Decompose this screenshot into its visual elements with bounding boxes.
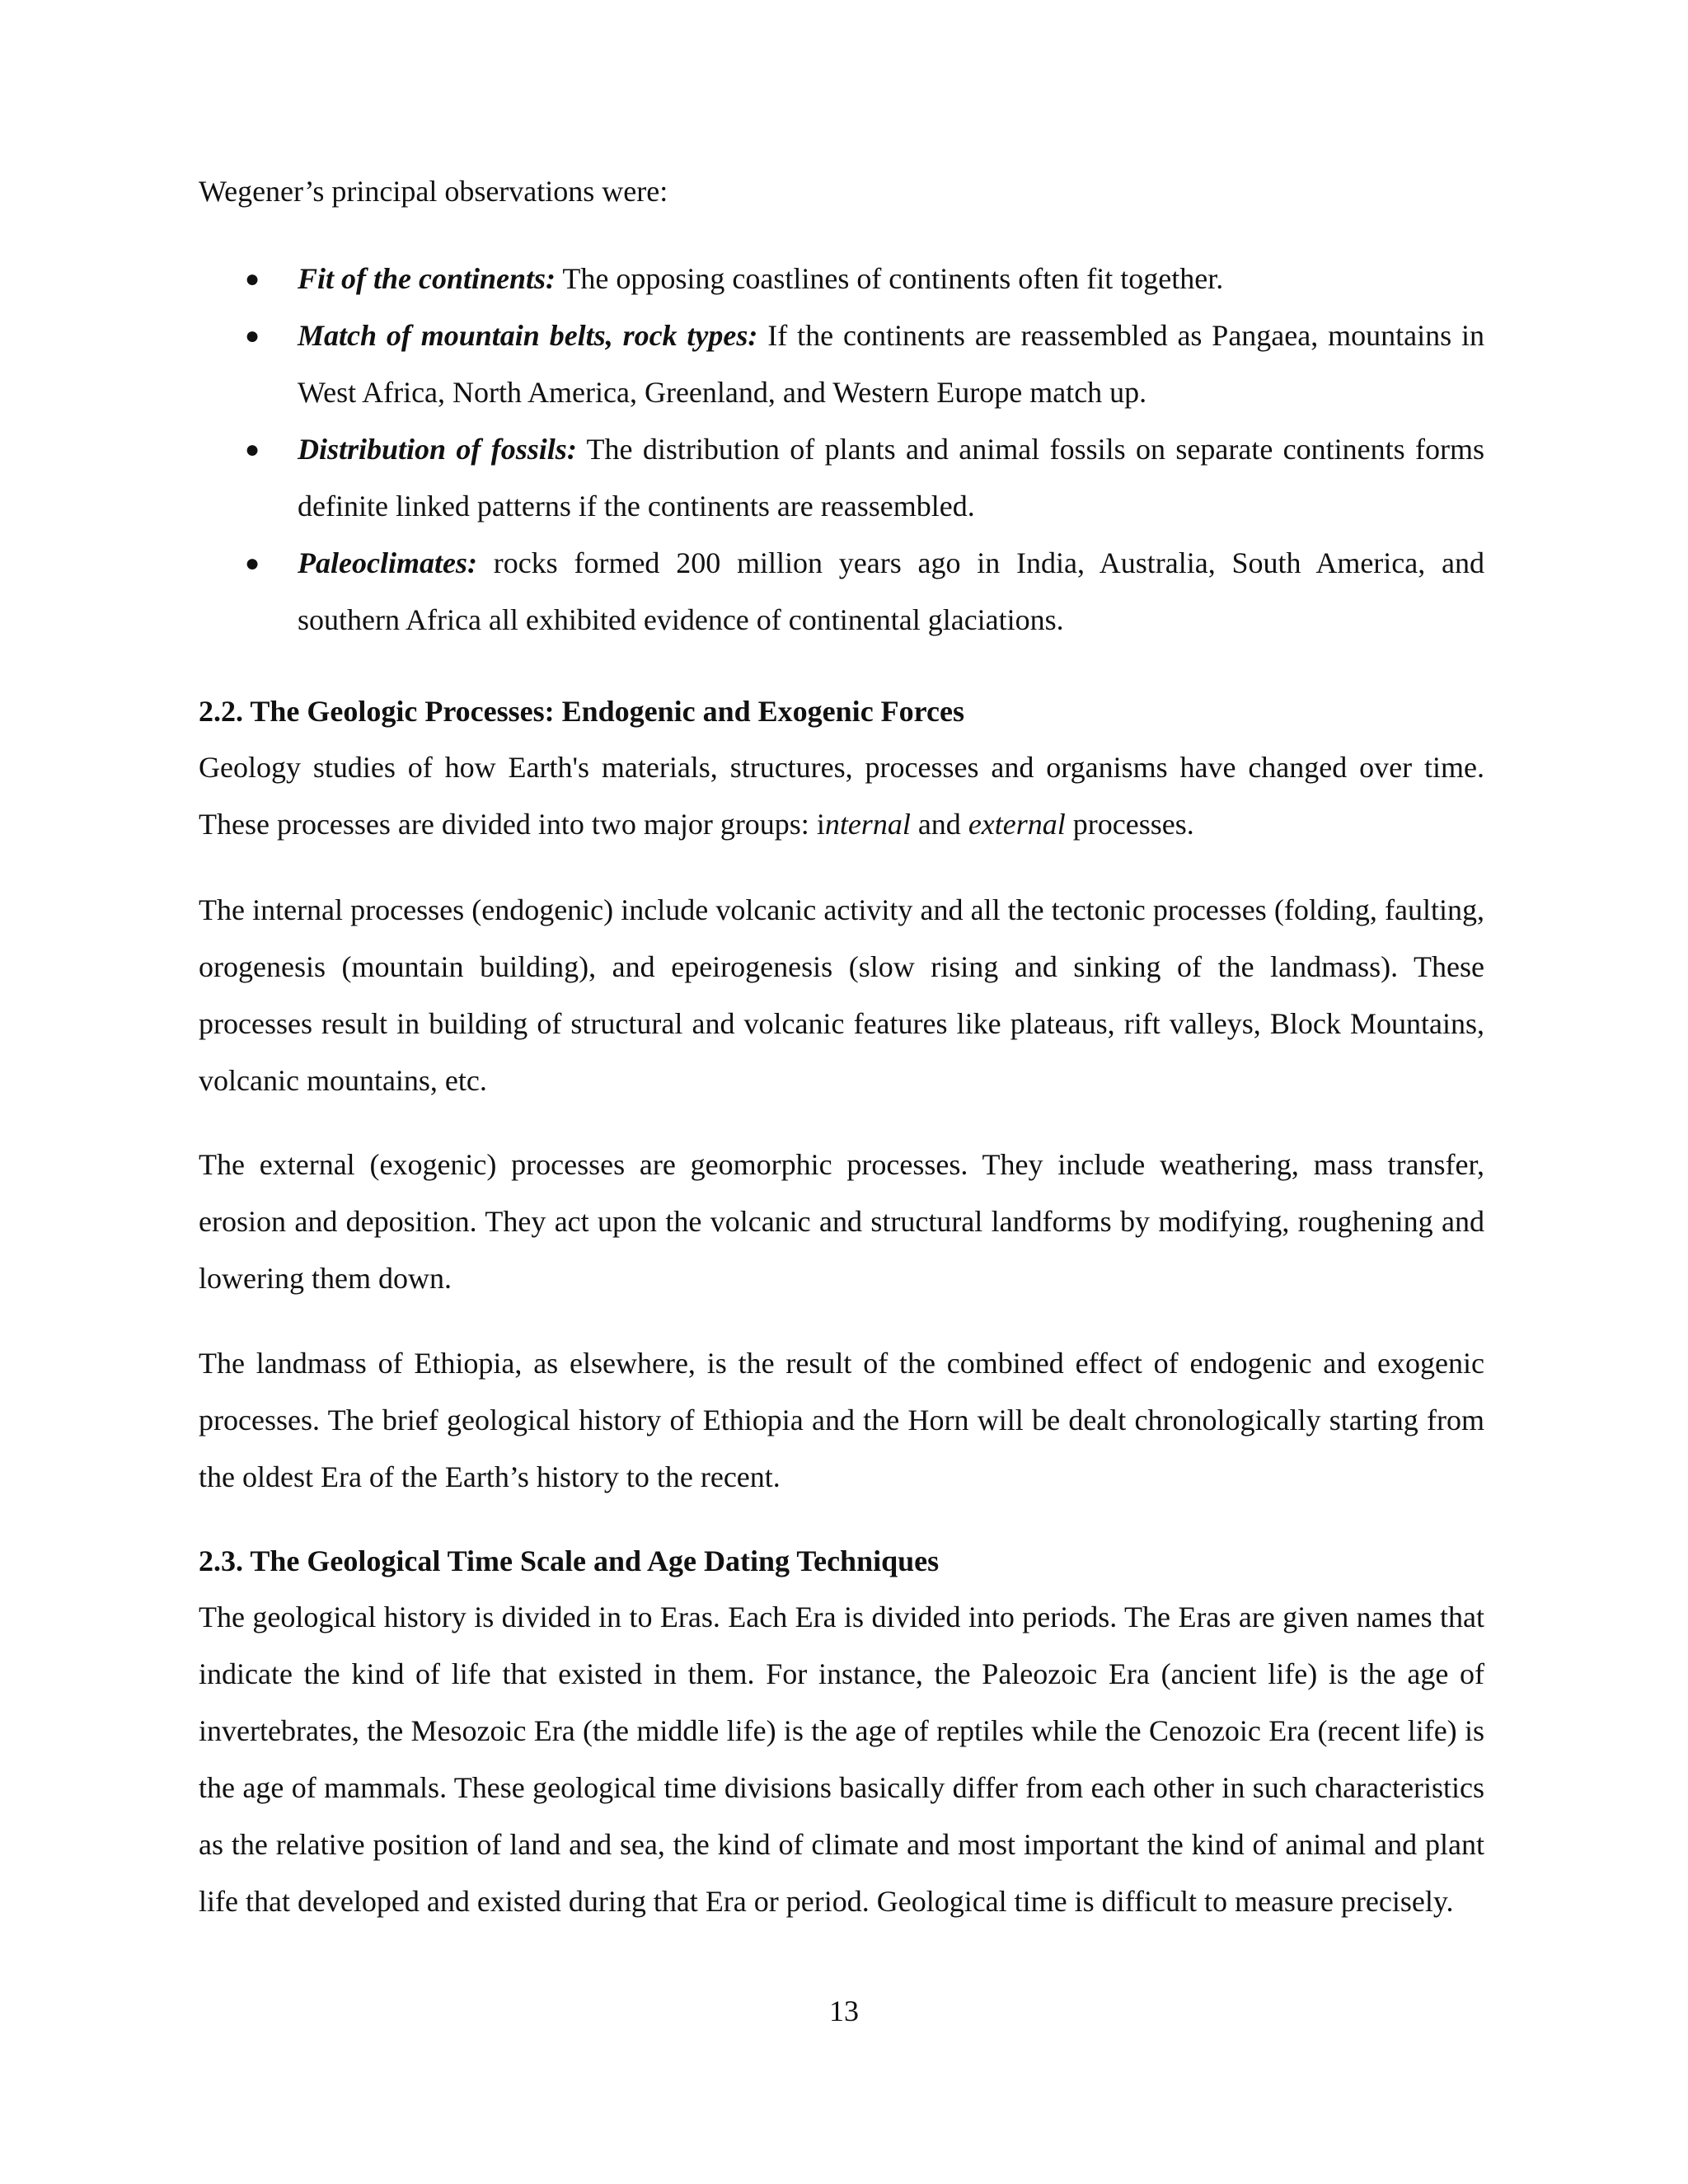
paragraph-text: and	[910, 808, 968, 841]
list-item	[199, 307, 1484, 421]
page-number: 13	[829, 1994, 859, 2027]
bullet-icon: ●	[245, 436, 260, 463]
emphasis-internal: nternal	[824, 808, 911, 841]
section-heading-2-2: 2.2. The Geologic Processes: Endogenic and Exogenic Forces	[199, 695, 964, 728]
section-heading-2-3: 2.3. The Geological Time Scale and Age Dating Techniques	[199, 1544, 940, 1577]
bullet-text: rocks formed 200 million years ago in India, Australia, South America, and southern Africa all exhibited evidence of continental glaciations.	[298, 546, 1484, 636]
list-item	[199, 251, 1484, 307]
observations-list	[199, 251, 1484, 649]
emphasis-external: external	[968, 808, 1066, 841]
bullet-text: The distribution of plants and animal fossils on separate continents forms definite linked patterns if the continents are reassembled.	[298, 433, 1484, 523]
paragraph-text: processes.	[1065, 808, 1194, 841]
list-item	[199, 421, 1484, 535]
intro-paragraph: Wegener’s principal observations were:	[199, 175, 668, 208]
bullet-term: Distribution of fossils:	[298, 433, 577, 466]
paragraph-internal-processes: The internal processes (endogenic) include volcanic activity and all the tectonic processes (folding, faulting, orogenesis (mountain building), and epeirogenesis (slow rising and sinking of the landmass). These processes result in building of structural and volcanic features like plateaus, rift valleys, Block Mountains, volcanic mountains, etc.	[199, 893, 1484, 1097]
bullet-text: The opposing coastlines of continents often fit together.	[556, 262, 1224, 295]
bullet-icon: ●	[245, 322, 260, 349]
paragraph-ethiopia-landmass: The landmass of Ethiopia, as elsewhere, is the result of the combined effect of endogenic and exogenic processes. The brief geological history of Ethiopia and the Horn will be dealt chronologically starting from the oldest Era of the Earth’s history to the recent.	[199, 1347, 1484, 1493]
paragraph-geological-history: The geological history is divided in to Eras. Each Era is divided into periods. The Eras are given names that indicate the kind of life that existed in them. For instance, the Paleozoic Era (ancient life) is the age of invertebrates, the Mesozoic Era (the middle life) is the age of reptiles while the Cenozoic Era (recent life) is the age of mammals. These geological time divisions basically differ from each other in such characteristics as the relative position of land and sea, the kind of climate and most important the kind of animal and plant life that developed and existed during that Era or period. Geological time is difficult to measure precisely.	[199, 1601, 1484, 1918]
bullet-icon: ●	[245, 265, 260, 293]
bullet-term: Match of mountain belts, rock types:	[298, 319, 758, 352]
bullet-icon: ●	[245, 550, 260, 577]
bullet-term: Paleoclimates:	[298, 546, 477, 579]
list-item	[199, 535, 1484, 649]
paragraph-text: Geology studies of how Earth's materials, structures, processes and organisms have changed over time. These processes are divided into two major groups: i	[199, 751, 1484, 841]
bullet-term: Fit of the continents:	[298, 262, 556, 295]
paragraph-external-processes: The external (exogenic) processes are geomorphic processes. They include weathering, mass transfer, erosion and deposition. They act upon the volcanic and structural landforms by modifying, roughening and lowering them down.	[199, 1148, 1484, 1295]
bullet-text: If the continents are reassembled as Pangaea, mountains in West Africa, North America, Greenland, and Western Europe match up.	[298, 319, 1484, 409]
paragraph-geology-studies	[199, 739, 1484, 853]
